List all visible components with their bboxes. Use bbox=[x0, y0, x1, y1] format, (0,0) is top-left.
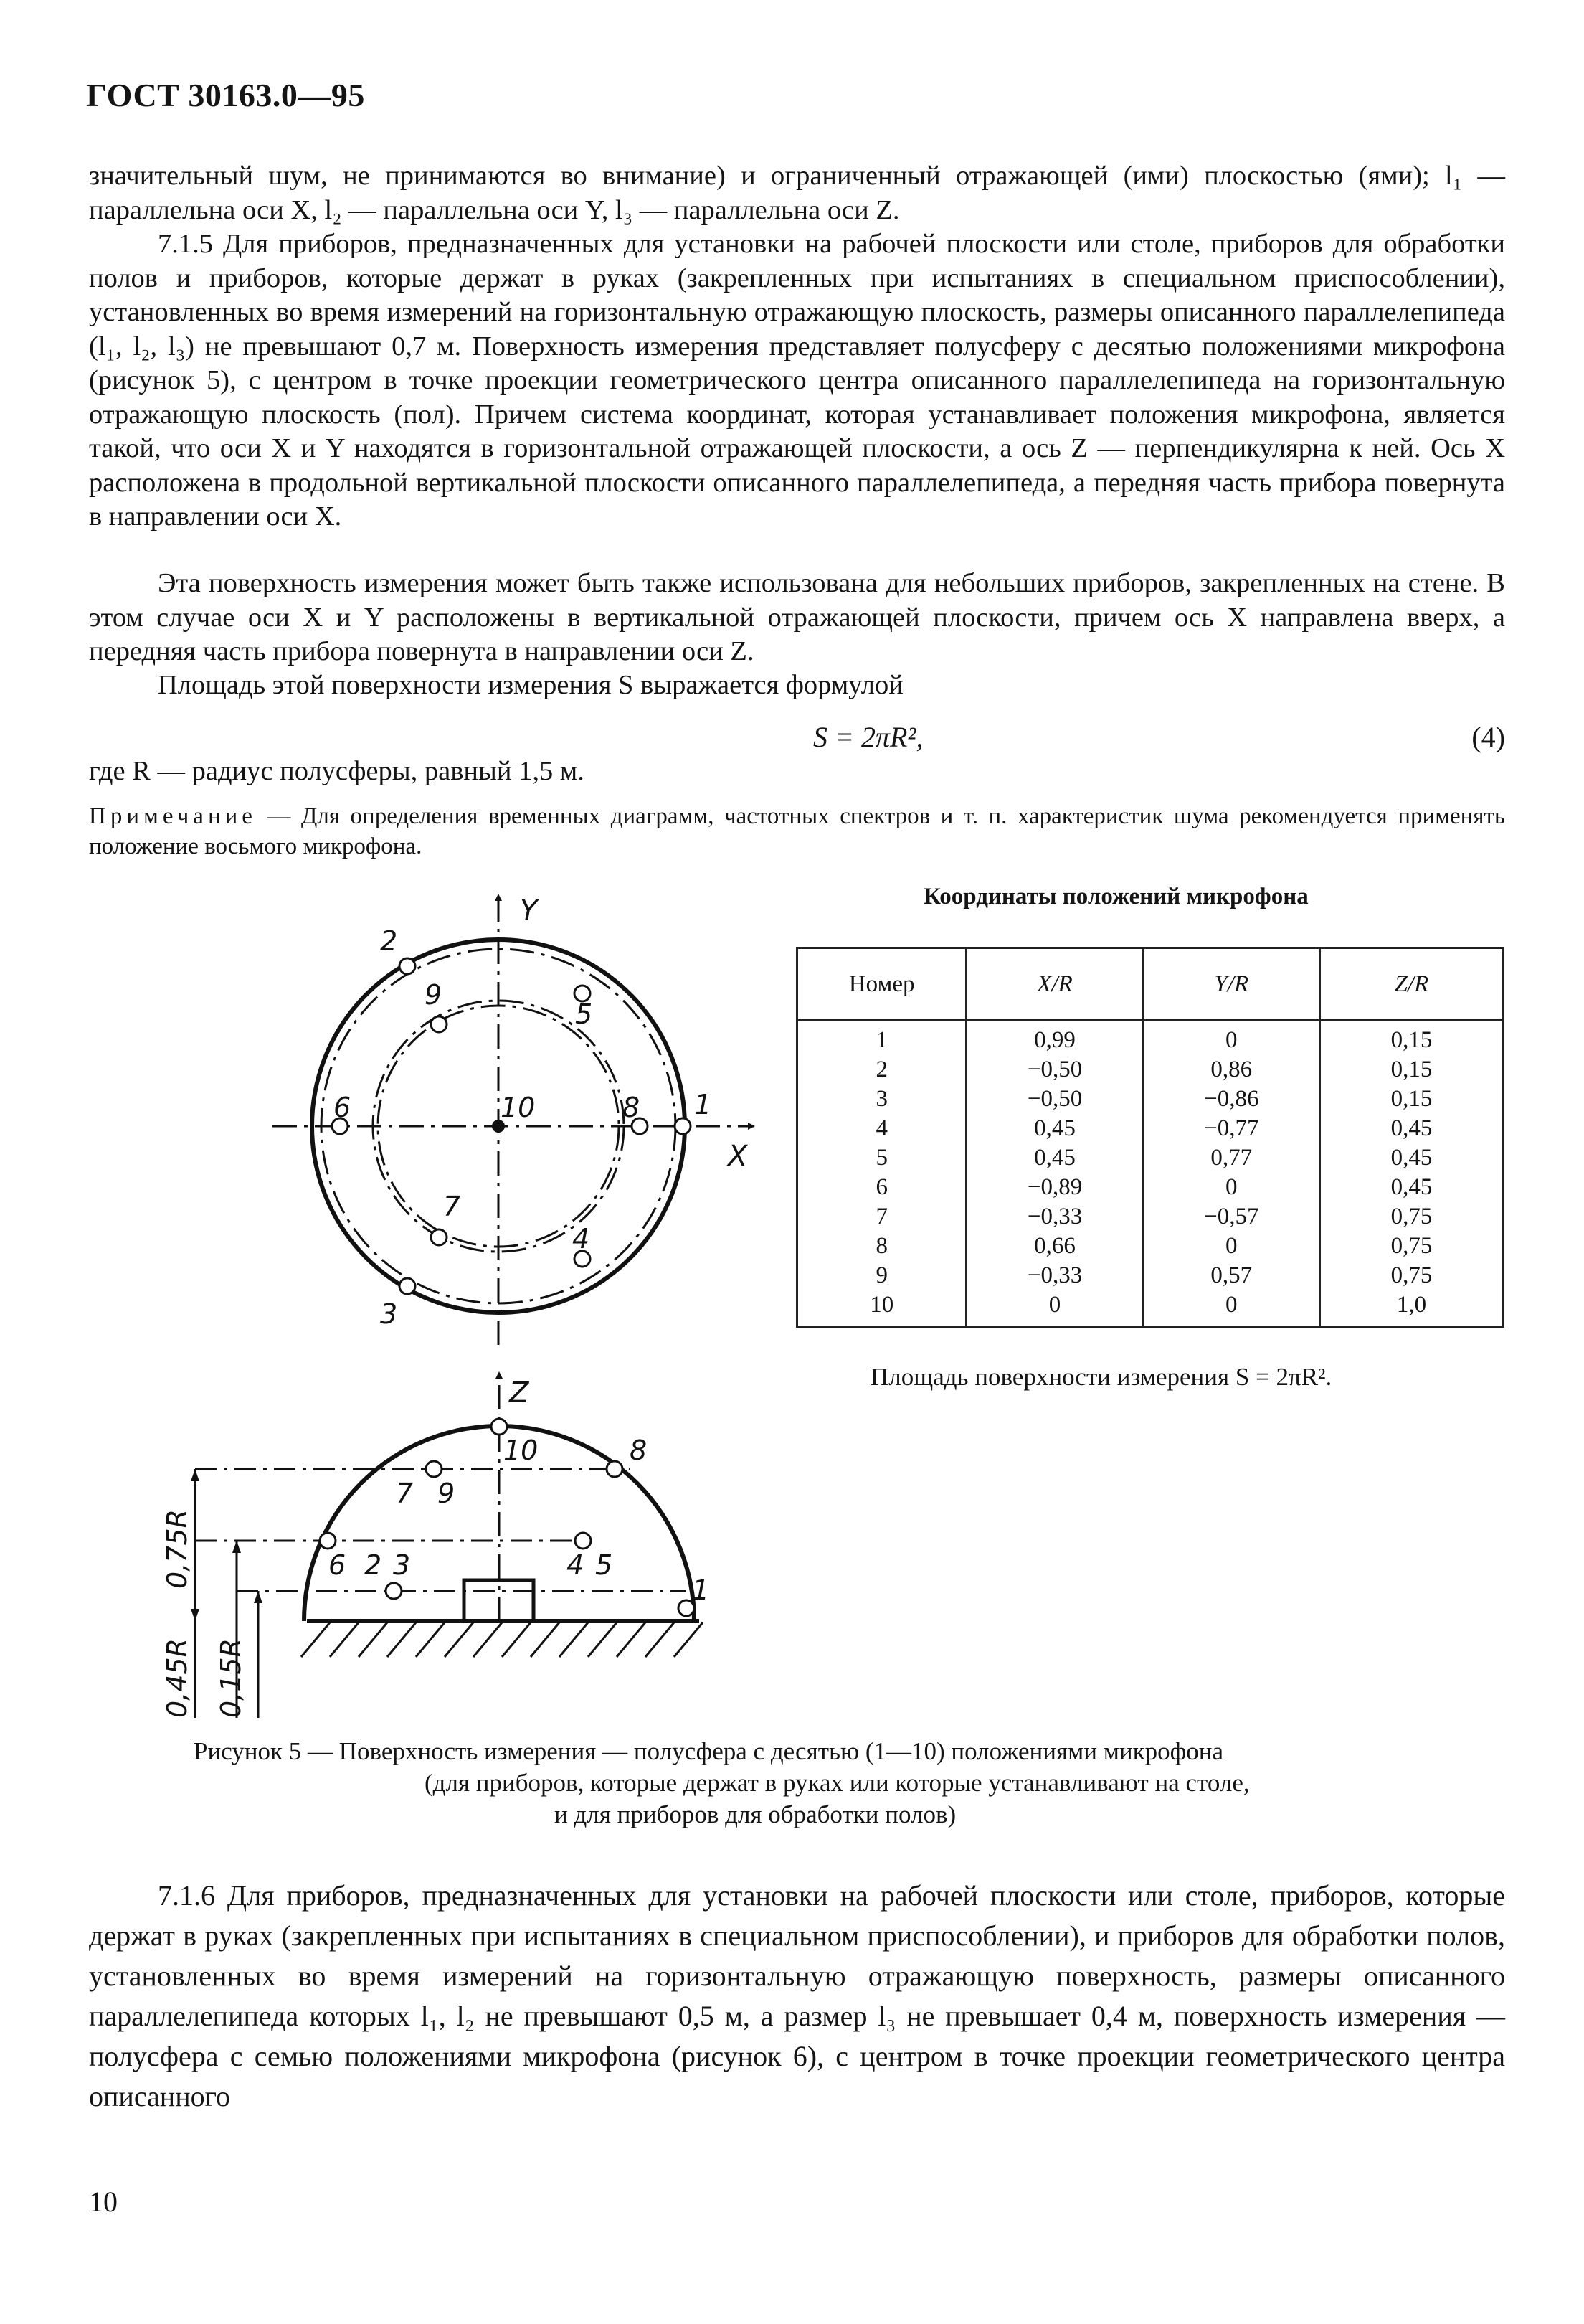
header-z: Z/R bbox=[1319, 948, 1503, 1021]
note-text: — Для определения временных диаграмм, частотных спектров и т. п. характеристик шума рекомендуется применять положение восьмого микрофона. bbox=[89, 803, 1505, 859]
label-1: 1 bbox=[694, 1089, 712, 1120]
cell: 0 bbox=[1225, 1027, 1238, 1053]
side-label-2: 2 bbox=[364, 1549, 382, 1581]
cell: 0,75 bbox=[1390, 1233, 1433, 1259]
document-header: ГОСТ 30163.0—95 bbox=[86, 77, 365, 113]
side-label-9: 9 bbox=[437, 1478, 455, 1509]
column-z bbox=[1319, 1021, 1503, 1327]
figure-top-view bbox=[272, 886, 774, 1345]
cell: 10 bbox=[870, 1292, 894, 1318]
cell: 1,0 bbox=[1396, 1292, 1427, 1318]
side-label-7: 7 bbox=[396, 1478, 414, 1509]
cell: 9 bbox=[876, 1262, 888, 1288]
formula-number: (4) bbox=[1471, 721, 1505, 753]
cell: 5 bbox=[876, 1145, 888, 1171]
paragraph-wall-mounted: Эта поверхность измерения может быть также использована для небольших приборов, закрепленных на стене. В этом случае оси X и Y расположены в вертикальной отражающей плоскости, причем ось X направлена вверх, а передняя часть прибора повернута в направлении оси Z. bbox=[89, 568, 1505, 666]
cell: 1 bbox=[876, 1027, 888, 1053]
caption-line-2: (для приборов, которые держат в руках или которые устанавливают на столе, bbox=[425, 1769, 1250, 1797]
cell: 0,57 bbox=[1210, 1262, 1253, 1288]
cell: 0 bbox=[1225, 1233, 1238, 1259]
paragraph-radius: где R — радиус полусферы, равный 1,5 м. bbox=[89, 756, 584, 786]
cell: 0,45 bbox=[1034, 1145, 1076, 1171]
y-axis-label: Y bbox=[520, 894, 538, 927]
cell: 4 bbox=[876, 1115, 888, 1141]
cell: 0,15 bbox=[1390, 1057, 1433, 1082]
cell: −0,50 bbox=[1027, 1086, 1083, 1112]
cell: 0,75 bbox=[1390, 1204, 1433, 1229]
label-2: 2 bbox=[380, 925, 398, 957]
area-formula-text: Площадь поверхности измерения S = 2πR². bbox=[871, 1363, 1332, 1391]
cell: 7 bbox=[876, 1204, 888, 1229]
paragraph-formula-intro: Площадь этой поверхности измерения S выражается формулой bbox=[158, 670, 904, 700]
side-label-3: 3 bbox=[393, 1549, 411, 1581]
side-label-4: 4 bbox=[566, 1549, 584, 1581]
side-label-10: 10 bbox=[503, 1435, 539, 1466]
cell: −0,33 bbox=[1027, 1204, 1083, 1229]
cell: 2 bbox=[876, 1057, 888, 1082]
dim-label-075: 0,75R bbox=[161, 1508, 193, 1589]
label-5: 5 bbox=[575, 998, 593, 1030]
cell: −0,86 bbox=[1204, 1086, 1259, 1112]
side-point-10 bbox=[491, 1419, 507, 1435]
floor-hatching bbox=[301, 1622, 703, 1657]
paragraph-7-1-6: 7.1.6 Для приборов, предназначенных для установки на рабочей плоскости или столе, приборов, которые держат в руках (закрепленных при испытаниях в специальном приспособлении), и приборов для обработки полов, установленных во время измерений на горизонтальную отражающую поверхность, размеры описанного параллелепипеда которых l₁, l₂ не превышают 0,5 м, а размер l₃ не превышает 0,4 м, поверхность измерения — полусфера с семью положениями микрофона (рисунок 6), с центром в точке проекции геометрического центра описанного bbox=[89, 1879, 1505, 2112]
figure-side-view bbox=[115, 1366, 760, 1725]
point-7 bbox=[431, 1229, 447, 1245]
cell: 0,99 bbox=[1034, 1027, 1076, 1053]
formula: S = 2πR², bbox=[813, 721, 924, 753]
label-10: 10 bbox=[501, 1092, 536, 1123]
side-label-6: 6 bbox=[328, 1549, 346, 1581]
caption-line-1: Рисунок 5 — Поверхность измерения — полусфера с десятью (1—10) положениями микрофона bbox=[194, 1737, 1224, 1765]
cell: 0,66 bbox=[1034, 1233, 1076, 1259]
point-9 bbox=[431, 1016, 447, 1032]
side-label-8: 8 bbox=[630, 1435, 648, 1466]
dim-label-015: 0,15R bbox=[215, 1638, 247, 1718]
label-9: 9 bbox=[425, 979, 442, 1011]
label-3: 3 bbox=[380, 1298, 398, 1330]
side-point-8 bbox=[607, 1461, 622, 1477]
cell: 0,75 bbox=[1390, 1262, 1433, 1288]
x-axis-label: X bbox=[728, 1140, 748, 1173]
header-x: X/R bbox=[967, 948, 1143, 1021]
label-8: 8 bbox=[622, 1092, 640, 1123]
cell: 0,45 bbox=[1390, 1115, 1433, 1141]
header-number: Номер bbox=[797, 948, 967, 1021]
cell: 8 bbox=[876, 1233, 888, 1259]
table-title: Координаты положений микрофона bbox=[924, 884, 1309, 910]
paragraph-continuation: значительный шум, не принимаются во внимание) и ограниченный отражающей (ими) плоскостью (ями); l₁ — параллельна оси X, l₂ — параллельна оси Y, l₃ — параллельна оси Z. bbox=[89, 161, 1505, 225]
label-4: 4 bbox=[572, 1223, 590, 1255]
side-label-5: 5 bbox=[595, 1549, 613, 1581]
formula-line bbox=[89, 720, 1505, 757]
table-header-row bbox=[797, 948, 1504, 1021]
note bbox=[89, 801, 1505, 861]
cell: 0,45 bbox=[1390, 1145, 1433, 1171]
cell: −0,89 bbox=[1027, 1174, 1083, 1200]
coordinates-table bbox=[796, 947, 1504, 1328]
side-point-6 bbox=[320, 1533, 336, 1549]
page-number: 10 bbox=[89, 2186, 118, 2218]
cell: 0,77 bbox=[1210, 1145, 1253, 1171]
cell: 3 bbox=[876, 1086, 888, 1112]
side-point-79 bbox=[426, 1461, 442, 1477]
column-x bbox=[967, 1021, 1143, 1327]
cell: 0,45 bbox=[1390, 1174, 1433, 1200]
cell: 0 bbox=[1048, 1292, 1061, 1318]
cell: 0,86 bbox=[1210, 1057, 1253, 1082]
side-point-45 bbox=[575, 1533, 591, 1549]
figure-caption bbox=[194, 1736, 1413, 1831]
column-y bbox=[1143, 1021, 1319, 1327]
label-6: 6 bbox=[333, 1092, 351, 1123]
side-label-1: 1 bbox=[692, 1574, 710, 1606]
paragraph-7-1-5: 7.1.5 Для приборов, предназначенных для установки на рабочей плоскости или столе, приборов для обработки полов и приборов, которые держат в руках (закрепленных при испытаниях в специальном приспособлении), установленных во время измерений на горизонтальную отражающую плоскость, размеры описанного параллелепипеда (l₁, l₂, l₃) не превышают 0,7 м. Поверхность измерения представляет полусферу с десятью положениями микрофона (рисунок 5), с центром в точке проекции геометрического центра описанного параллелепипеда на горизонтальную отражающую плоскость (пол). Причем система координат, которая устанавливает положения микрофона, является такой, что оси X и Y находятся в горизонтальной отражающей плоскости, а ось Z — перпендикулярна к ней. Ось X расположена в продольной вертикальной плоскости описанного параллелепипеда, а передняя часть прибора повернута в направлении оси X. bbox=[89, 229, 1505, 532]
caption-line-3: и для приборов для обработки полов) bbox=[554, 1800, 957, 1828]
cell: 0,15 bbox=[1390, 1086, 1433, 1112]
cell: 0,15 bbox=[1390, 1027, 1433, 1053]
table-body-row bbox=[797, 1021, 1504, 1327]
point-1 bbox=[675, 1118, 691, 1134]
cell: 0 bbox=[1225, 1292, 1238, 1318]
header-y: Y/R bbox=[1143, 948, 1319, 1021]
cell: 0 bbox=[1225, 1174, 1238, 1200]
cell: −0,33 bbox=[1027, 1262, 1083, 1288]
cell: 0,45 bbox=[1034, 1115, 1076, 1141]
point-2 bbox=[399, 958, 415, 974]
side-point-23 bbox=[386, 1583, 402, 1599]
cell: −0,50 bbox=[1027, 1057, 1083, 1082]
cell: −0,77 bbox=[1204, 1115, 1259, 1141]
column-number bbox=[797, 1021, 967, 1327]
point-3 bbox=[399, 1278, 415, 1294]
cell: 6 bbox=[876, 1174, 888, 1200]
note-label: Примечание bbox=[89, 803, 257, 829]
z-axis-label: Z bbox=[509, 1376, 529, 1409]
label-7: 7 bbox=[443, 1191, 461, 1222]
dim-label-045: 0,45R bbox=[161, 1638, 193, 1718]
cell: −0,57 bbox=[1204, 1204, 1259, 1229]
